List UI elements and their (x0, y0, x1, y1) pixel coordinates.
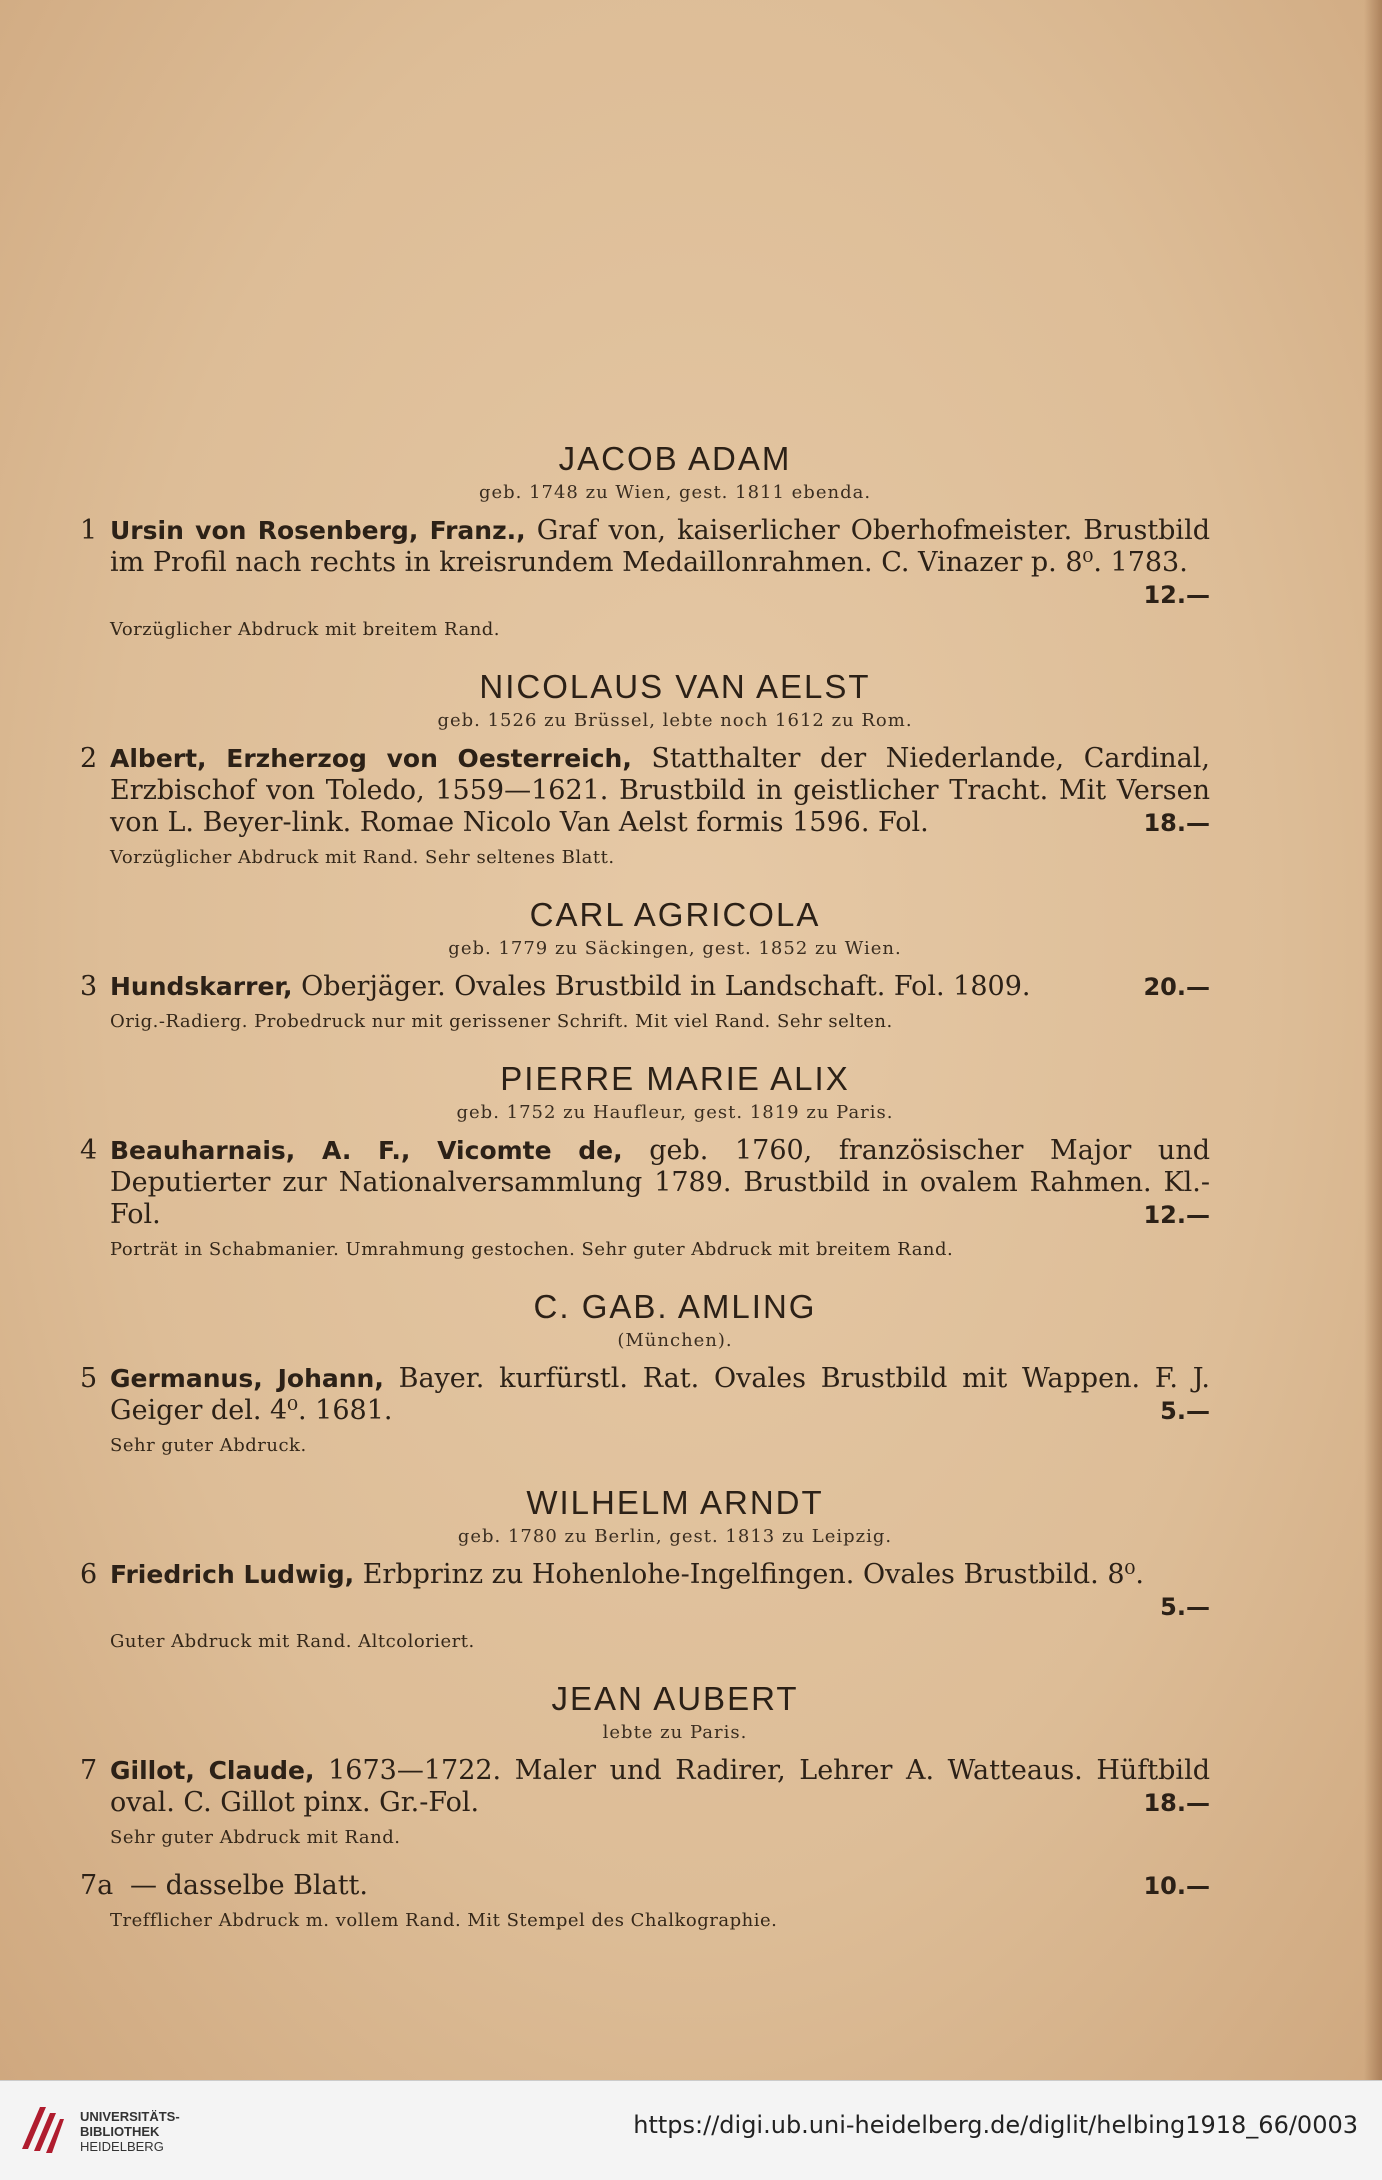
entry-text (110, 971, 1210, 1003)
library-name-line: UNIVERSITÄTS- (80, 2109, 180, 2124)
entry-description: Graf von, kaiserlicher Oberhofmeister. Brustbild im Profil nach rechts in kreisrundem Medaillonrahmen. C. Vinazer p. 8⁰. 1783. (110, 515, 1210, 578)
artist-dates: geb. 1752 zu Haufleur, gest. 1819 zu Paris. (456, 1102, 894, 1123)
artist-name: JACOB ADAM (558, 440, 792, 477)
artist-dates: geb. 1780 zu Berlin, gest. 1813 zu Leipzig. (457, 1526, 893, 1547)
entry-text (110, 743, 1210, 839)
entry-number: 5 (80, 1363, 98, 1394)
entry-number: 7a (80, 1870, 114, 1901)
entry-price: 18.— (1143, 1789, 1210, 1817)
entry-price: 5.— (1160, 1397, 1210, 1425)
section-jean-aubert (80, 1680, 1210, 1931)
artist-dates: geb. 1779 zu Säckingen, gest. 1852 zu Wien. (448, 938, 902, 959)
catalog-entry (80, 1755, 1210, 1819)
section-c-gab-amling (80, 1288, 1210, 1456)
entry-text (130, 1870, 1210, 1902)
library-logo-icon (16, 2099, 66, 2159)
section-jacob-adam (80, 440, 1210, 640)
section-nicolaus-van-aelst (80, 668, 1210, 868)
entry-note: Vorzüglicher Abdruck mit Rand. Sehr seltenes Blatt. (110, 847, 615, 868)
entry-subject: Ursin von Rosenberg, Franz., (110, 516, 526, 545)
permalink-url[interactable]: https://digi.ub.uni-heidelberg.de/diglit/helbing1918_66/0003 (633, 2111, 1358, 2139)
entry-price: 12.— (1143, 581, 1210, 609)
entry-description: Bayer. kurfürstl. Rat. Ovales Brustbild mit Wappen. F. J. Geiger del. 4⁰. 1681. (110, 1363, 1211, 1426)
entry-number: 2 (80, 743, 98, 774)
entry-price: 20.— (1143, 973, 1210, 1001)
library-name-line: HEIDELBERG (80, 2139, 164, 2154)
entry-note: Guter Abdruck mit Rand. Altcoloriert. (110, 1631, 475, 1652)
entry-price: 10.— (1143, 1872, 1210, 1900)
catalog-entry (80, 743, 1210, 839)
catalog-entry (80, 515, 1210, 611)
viewer-footer (0, 2080, 1382, 2180)
entry-text (110, 1135, 1210, 1231)
section-carl-agricola (80, 896, 1210, 1032)
entry-subject: Albert, Erzherzog von Oesterreich, (110, 744, 632, 773)
catalog-entry (80, 1559, 1210, 1623)
artist-name: WILHELM ARNDT (526, 1484, 824, 1521)
entry-price: 5.— (1160, 1593, 1210, 1621)
entry-price: 12.— (1143, 1201, 1210, 1229)
artist-dates: lebte zu Paris. (602, 1722, 748, 1743)
entry-text (110, 1559, 1210, 1623)
entry-number: 4 (80, 1135, 98, 1166)
entry-number: 3 (80, 971, 98, 1002)
entry-description: geb. 1760, französischer Major und Deputierter zur Nationalversammlung 1789. Brustbild in ovalem Rahmen. Kl.-Fol. (110, 1135, 1210, 1230)
entry-number: 7 (80, 1755, 98, 1786)
entry-note: Porträt in Schabmanier. Umrahmung gestochen. Sehr guter Abdruck mit breitem Rand. (110, 1239, 954, 1260)
entry-description: Oberjäger. Ovales Brustbild in Landschaft. Fol. 1809. (292, 971, 1031, 1002)
entry-note: Trefflicher Abdruck m. vollem Rand. Mit Stempel des Chalkographie. (110, 1910, 778, 1931)
artist-name: CARL AGRICOLA (529, 896, 821, 933)
entry-description: Erbprinz zu Hohenlohe-Ingelfingen. Ovales Brustbild. 8⁰. (354, 1559, 1144, 1590)
section-pierre-marie-alix (80, 1060, 1210, 1260)
artist-dates: geb. 1748 zu Wien, gest. 1811 ebenda. (478, 482, 872, 503)
page-edge-shadow (1364, 0, 1382, 2080)
catalog-entry (80, 1363, 1210, 1427)
entry-description: Statthalter der Niederlande, Cardinal, Erzbischof von Toledo, 1559—1621. Brustbild in geistlicher Tracht. Mit Versen von L. Beyer-link. Romae Nicolo Van Aelst formis 1596. Fol. (110, 743, 1210, 838)
artist-dates: (München). (617, 1330, 733, 1351)
library-name[interactable] (80, 2109, 180, 2154)
artist-name: PIERRE MARIE ALIX (500, 1060, 850, 1097)
catalog-entry (80, 971, 1210, 1003)
entry-subject: Germanus, Johann, (110, 1364, 384, 1393)
entry-description: 1673—1722. Maler und Radirer, Lehrer A. Watteaus. Hüftbild oval. C. Gillot pinx. Gr.-Fol. (110, 1755, 1210, 1818)
entry-text (110, 1755, 1210, 1819)
entry-note: Sehr guter Abdruck. (110, 1435, 307, 1456)
entry-text (110, 515, 1210, 611)
artist-name: C. GAB. AMLING (533, 1288, 817, 1325)
artist-name: JEAN AUBERT (551, 1680, 799, 1717)
library-name-line: BIBLIOTHEK (80, 2124, 160, 2139)
catalog-content (80, 440, 1210, 1959)
catalog-entry (80, 1870, 1210, 1902)
entry-subject: Hundskarrer, (110, 972, 293, 1001)
entry-note: Vorzüglicher Abdruck mit breitem Rand. (110, 619, 501, 640)
entry-subject: Beauharnais, A. F., Vicomte de, (110, 1136, 623, 1165)
entry-number: 1 (80, 515, 98, 546)
entry-note: Sehr guter Abdruck mit Rand. (110, 1827, 401, 1848)
entry-text (110, 1363, 1210, 1427)
entry-note: Orig.-Radierg. Probedruck nur mit gerissener Schrift. Mit viel Rand. Sehr selten. (110, 1011, 893, 1032)
entry-subject: Gillot, Claude, (110, 1756, 315, 1785)
artist-dates: geb. 1526 zu Brüssel, lebte noch 1612 zu Rom. (437, 710, 913, 731)
catalog-entry (80, 1135, 1210, 1231)
entry-subject: Friedrich Ludwig, (110, 1560, 355, 1589)
entry-number: 6 (80, 1559, 98, 1590)
section-wilhelm-arndt (80, 1484, 1210, 1652)
entry-description: — dasselbe Blatt. (130, 1870, 368, 1901)
artist-name: NICOLAUS VAN AELST (479, 668, 871, 705)
entry-price: 18.— (1143, 809, 1210, 837)
